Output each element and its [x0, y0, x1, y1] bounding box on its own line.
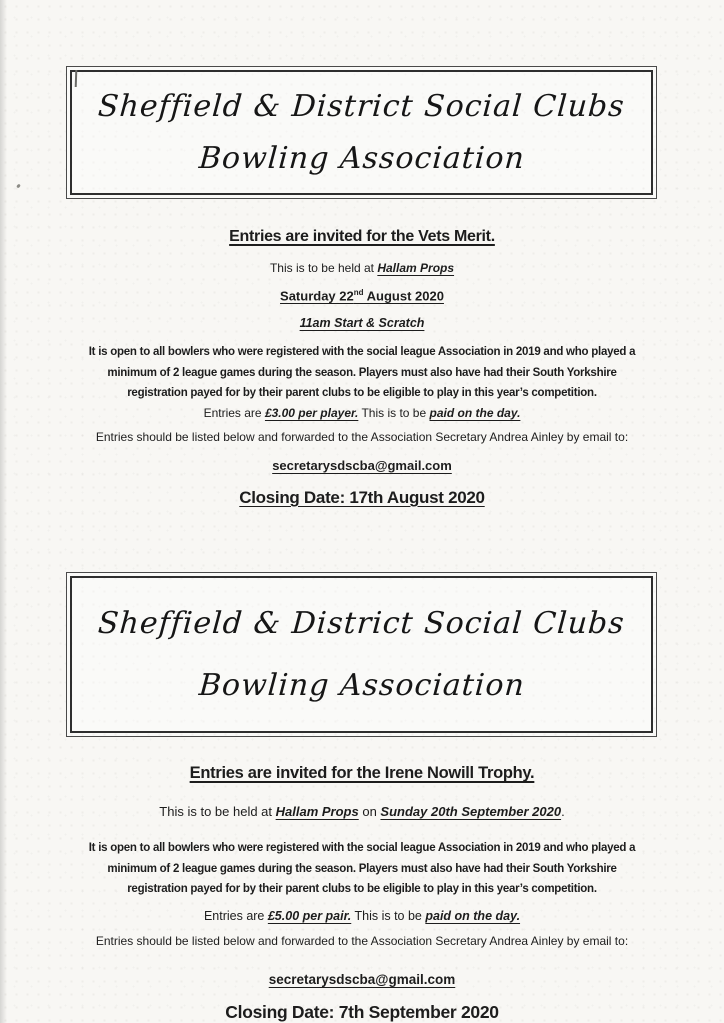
venue-prefix: This is to be held at: [269, 261, 378, 275]
secretary-email: secretarysdscba@gmail.com: [272, 458, 452, 473]
date-day: Saturday 22: [280, 288, 354, 304]
vets-merit-heading: Entries are invited for the Vets Merit.: [229, 228, 495, 245]
fee-middle: This is to be: [358, 406, 430, 420]
eligibility-line-2: minimum of 2 league games during the season. Players must also have had their South Yorkshire: [107, 366, 617, 379]
fee-paid-note: paid on the day.: [425, 909, 521, 923]
venue-name: Hallam Props: [275, 804, 359, 819]
fee-prefix: Entries are: [203, 909, 268, 923]
fee-paid-note: paid on the day.: [429, 406, 521, 420]
fee-prefix: Entries are: [203, 406, 265, 420]
vets-merit-fee-line: [0, 406, 724, 420]
association-name: Sheffield & District Social Clubs: [96, 605, 627, 641]
scan-artifact-speck: [16, 184, 21, 189]
eligibility-line-1: It is open to all bowlers who were registered with the social league Association in 2019 and who played a: [88, 842, 636, 854]
date-month-year: August 2020: [363, 288, 444, 304]
eligibility-line-3: registration payed for by their parent clubs to be eligible to play in this year’s competition.: [127, 387, 597, 399]
irene-nowill-heading: Entries are invited for the Irene Nowill Trophy.: [189, 764, 535, 782]
irene-nowill-fee-line: [0, 909, 724, 923]
association-subtitle: Bowling Association: [197, 141, 526, 176]
secretary-email: secretarysdscba@gmail.com: [268, 972, 456, 987]
vets-merit-venue-line: [0, 261, 724, 275]
irene-nowill-closing-date: Closing Date: 7th September 2020: [225, 1002, 499, 1022]
fee-amount: £5.00 per pair.: [267, 909, 352, 923]
irene-nowill-venue-line: [0, 804, 724, 819]
event-date: Sunday 20th September 2020: [380, 804, 562, 819]
venue-name: Hallam Props: [377, 261, 455, 275]
fee-middle: This is to be: [351, 909, 426, 923]
association-banner-2-inner: [70, 576, 653, 733]
fee-amount: £3.00 per player.: [264, 406, 359, 420]
eligibility-line-2: minimum of 2 league games during the season. Players must also have had their South Yorkshire: [107, 862, 617, 875]
vets-merit-forward-instructions: Entries should be listed below and forwarded to the Association Secretary Andrea Ainley by email to:: [95, 430, 629, 444]
eligibility-line-3: registration payed for by their parent clubs to be eligible to play in this year’s competition.: [127, 883, 597, 895]
association-banner-1-inner: [70, 70, 653, 195]
vets-merit-start-time: 11am Start & Scratch: [299, 316, 425, 330]
association-banner-1: [66, 66, 657, 199]
date-ordinal: nd: [353, 288, 364, 297]
vets-merit-date-line: [0, 288, 724, 303]
vets-merit-eligibility: [0, 342, 724, 404]
association-name: Sheffield & District Social Clubs: [96, 89, 627, 124]
eligibility-line-1: It is open to all bowlers who were registered with the social league Association in 2019 and who played a: [88, 346, 636, 358]
irene-nowill-forward-instructions: Entries should be listed below and forwarded to the Association Secretary Andrea Ainley by email to:: [95, 934, 629, 948]
vets-merit-closing-date: Closing Date: 17th August 2020: [239, 488, 485, 507]
irene-nowill-eligibility: [0, 838, 724, 900]
association-banner-2: [66, 572, 657, 737]
venue-middle: on: [358, 804, 381, 819]
association-subtitle: Bowling Association: [197, 668, 526, 704]
venue-suffix: .: [561, 804, 565, 819]
venue-prefix: This is to be held at: [159, 804, 276, 819]
